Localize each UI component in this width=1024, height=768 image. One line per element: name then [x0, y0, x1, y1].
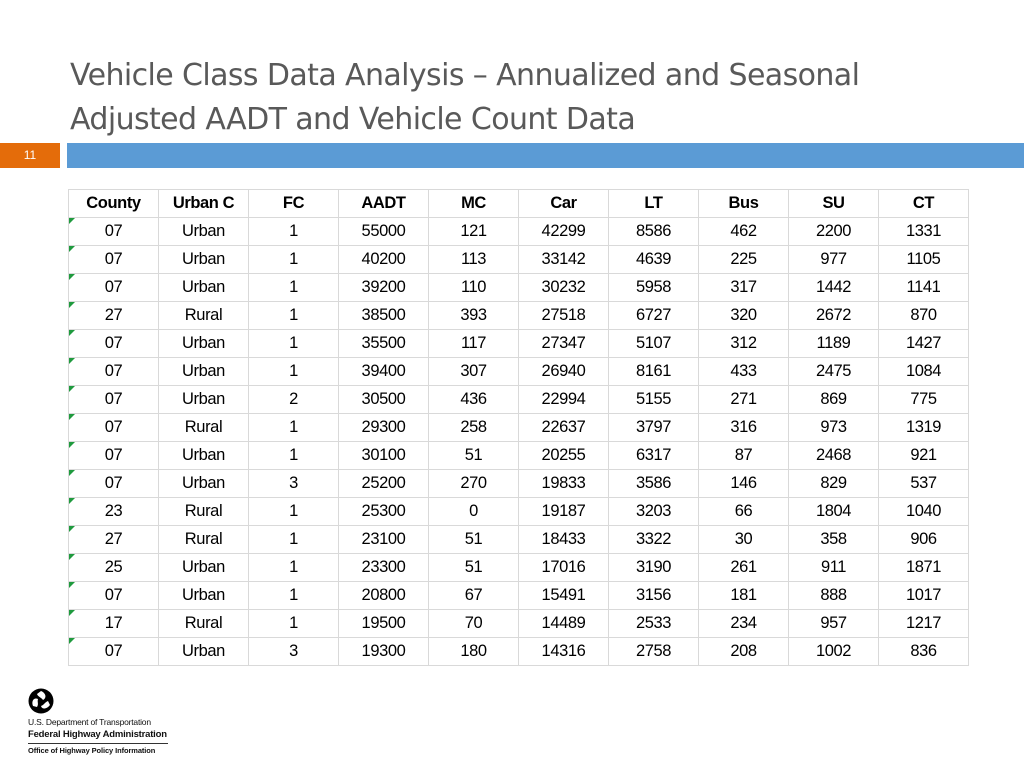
- table-cell: 20800: [339, 582, 429, 610]
- table-cell: 2475: [789, 358, 879, 386]
- table-cell: 67: [429, 582, 519, 610]
- table-cell: 27518: [519, 302, 609, 330]
- table-cell: 1: [249, 526, 339, 554]
- table-cell: 39200: [339, 274, 429, 302]
- slide-title-line-2: Adjusted AADT and Vehicle Count Data: [70, 102, 636, 137]
- table-cell: 1: [249, 442, 339, 470]
- table-cell: 869: [789, 386, 879, 414]
- table-cell: 1: [249, 218, 339, 246]
- table-cell: 1: [249, 330, 339, 358]
- table-header-row: [69, 190, 969, 218]
- table-cell: 320: [699, 302, 789, 330]
- table-cell: 5155: [609, 386, 699, 414]
- table-cell: 1: [249, 302, 339, 330]
- table-cell: 26940: [519, 358, 609, 386]
- column-header: Bus: [699, 190, 789, 218]
- table-row: [69, 246, 969, 274]
- table-cell: 1427: [879, 330, 969, 358]
- table-cell: Rural: [159, 610, 249, 638]
- table-cell: 25: [69, 554, 159, 582]
- usdot-triskelion-icon: [28, 688, 54, 714]
- table-cell: 3: [249, 470, 339, 498]
- table-cell: 2200: [789, 218, 879, 246]
- table-cell: Urban: [159, 582, 249, 610]
- table-cell: 3156: [609, 582, 699, 610]
- table-cell: 1319: [879, 414, 969, 442]
- table-cell: 23100: [339, 526, 429, 554]
- table-cell: 14489: [519, 610, 609, 638]
- table-cell: 1: [249, 582, 339, 610]
- table-cell: 2758: [609, 638, 699, 666]
- table-cell: 208: [699, 638, 789, 666]
- table-cell: 121: [429, 218, 519, 246]
- table-cell: 1217: [879, 610, 969, 638]
- table-row: [69, 442, 969, 470]
- table-cell: 921: [879, 442, 969, 470]
- table-cell: 22637: [519, 414, 609, 442]
- table-cell: 33142: [519, 246, 609, 274]
- logo-divider: [28, 743, 168, 744]
- table-cell: Urban: [159, 386, 249, 414]
- column-header: LT: [609, 190, 699, 218]
- table-cell: Rural: [159, 414, 249, 442]
- table-cell: 23: [69, 498, 159, 526]
- table-cell: 829: [789, 470, 879, 498]
- table-cell: 27: [69, 526, 159, 554]
- table-cell: 3190: [609, 554, 699, 582]
- table-cell: 110: [429, 274, 519, 302]
- table-cell: 1017: [879, 582, 969, 610]
- table-cell: 27: [69, 302, 159, 330]
- table-cell: 5958: [609, 274, 699, 302]
- table-cell: 2672: [789, 302, 879, 330]
- table-cell: 1002: [789, 638, 879, 666]
- table-cell: 436: [429, 386, 519, 414]
- table-cell: 4639: [609, 246, 699, 274]
- table-cell: 6727: [609, 302, 699, 330]
- column-header: FC: [249, 190, 339, 218]
- table-cell: 07: [69, 414, 159, 442]
- table-cell: 07: [69, 330, 159, 358]
- table-cell: Urban: [159, 554, 249, 582]
- table-cell: 358: [789, 526, 879, 554]
- table-cell: 433: [699, 358, 789, 386]
- table-cell: 6317: [609, 442, 699, 470]
- table-cell: 2: [249, 386, 339, 414]
- table-row: [69, 610, 969, 638]
- table-cell: 17016: [519, 554, 609, 582]
- table-cell: Urban: [159, 638, 249, 666]
- table-cell: 270: [429, 470, 519, 498]
- table-cell: Rural: [159, 498, 249, 526]
- vehicle-class-table-container: [68, 189, 969, 666]
- table-cell: 29300: [339, 414, 429, 442]
- table-cell: 2533: [609, 610, 699, 638]
- table-body: [69, 218, 969, 666]
- table-cell: 55000: [339, 218, 429, 246]
- slide-number: 11: [0, 143, 60, 168]
- table-row: [69, 554, 969, 582]
- table-cell: 537: [879, 470, 969, 498]
- table-cell: 117: [429, 330, 519, 358]
- table-cell: 40200: [339, 246, 429, 274]
- table-cell: 25300: [339, 498, 429, 526]
- table-row: [69, 414, 969, 442]
- table-cell: Rural: [159, 526, 249, 554]
- vehicle-class-table: [68, 189, 969, 666]
- table-cell: 5107: [609, 330, 699, 358]
- table-cell: 888: [789, 582, 879, 610]
- table-cell: 957: [789, 610, 879, 638]
- table-cell: 180: [429, 638, 519, 666]
- table-cell: 07: [69, 582, 159, 610]
- table-row: [69, 638, 969, 666]
- column-header: SU: [789, 190, 879, 218]
- table-cell: 19187: [519, 498, 609, 526]
- table-cell: 181: [699, 582, 789, 610]
- column-header: AADT: [339, 190, 429, 218]
- table-cell: 22994: [519, 386, 609, 414]
- table-cell: 977: [789, 246, 879, 274]
- table-cell: 07: [69, 638, 159, 666]
- slide-title-line-1: Vehicle Class Data Analysis – Annualized and Seasonal: [70, 58, 860, 93]
- table-cell: 1804: [789, 498, 879, 526]
- table-cell: 07: [69, 358, 159, 386]
- table-cell: 3203: [609, 498, 699, 526]
- logo-office-text: Office of Highway Policy Information: [28, 746, 156, 755]
- table-cell: 14316: [519, 638, 609, 666]
- table-cell: 973: [789, 414, 879, 442]
- table-cell: 25200: [339, 470, 429, 498]
- table-cell: 23300: [339, 554, 429, 582]
- table-cell: Urban: [159, 218, 249, 246]
- table-cell: 07: [69, 470, 159, 498]
- table-cell: 1189: [789, 330, 879, 358]
- table-cell: Urban: [159, 358, 249, 386]
- table-cell: 07: [69, 218, 159, 246]
- table-cell: 2468: [789, 442, 879, 470]
- table-row: [69, 218, 969, 246]
- table-cell: 07: [69, 246, 159, 274]
- table-cell: Rural: [159, 302, 249, 330]
- table-cell: 35500: [339, 330, 429, 358]
- table-cell: 3: [249, 638, 339, 666]
- table-cell: 775: [879, 386, 969, 414]
- table-cell: 07: [69, 274, 159, 302]
- table-cell: 317: [699, 274, 789, 302]
- table-row: [69, 330, 969, 358]
- column-header: Urban C: [159, 190, 249, 218]
- table-cell: 66: [699, 498, 789, 526]
- table-cell: 836: [879, 638, 969, 666]
- table-cell: 30: [699, 526, 789, 554]
- table-cell: 261: [699, 554, 789, 582]
- table-cell: 51: [429, 526, 519, 554]
- table-cell: 1040: [879, 498, 969, 526]
- table-cell: 271: [699, 386, 789, 414]
- table-cell: 1331: [879, 218, 969, 246]
- table-cell: 19300: [339, 638, 429, 666]
- logo-department-text: U.S. Department of Transportation: [28, 717, 151, 727]
- table-cell: 51: [429, 442, 519, 470]
- table-cell: 42299: [519, 218, 609, 246]
- column-header: County: [69, 190, 159, 218]
- table-cell: 51: [429, 554, 519, 582]
- table-cell: 18433: [519, 526, 609, 554]
- table-cell: 3586: [609, 470, 699, 498]
- table-cell: 1871: [879, 554, 969, 582]
- table-cell: 17: [69, 610, 159, 638]
- table-cell: 3322: [609, 526, 699, 554]
- table-cell: 1: [249, 498, 339, 526]
- table-cell: 0: [429, 498, 519, 526]
- table-cell: Urban: [159, 470, 249, 498]
- table-cell: 07: [69, 442, 159, 470]
- table-row: [69, 498, 969, 526]
- table-cell: 20255: [519, 442, 609, 470]
- table-cell: 1: [249, 246, 339, 274]
- table-cell: 27347: [519, 330, 609, 358]
- table-cell: Urban: [159, 246, 249, 274]
- table-cell: 906: [879, 526, 969, 554]
- table-cell: 07: [69, 386, 159, 414]
- table-row: [69, 470, 969, 498]
- table-cell: 39400: [339, 358, 429, 386]
- column-header: CT: [879, 190, 969, 218]
- table-cell: 8161: [609, 358, 699, 386]
- table-cell: 911: [789, 554, 879, 582]
- table-cell: 3797: [609, 414, 699, 442]
- table-cell: 1: [249, 610, 339, 638]
- logo-agency-text: Federal Highway Administration: [28, 729, 167, 740]
- fhwa-logo: [28, 688, 178, 755]
- column-header: MC: [429, 190, 519, 218]
- accent-bar: [67, 143, 1024, 168]
- table-row: [69, 582, 969, 610]
- table-cell: 1084: [879, 358, 969, 386]
- table-cell: Urban: [159, 442, 249, 470]
- table-cell: 30500: [339, 386, 429, 414]
- table-cell: 225: [699, 246, 789, 274]
- table-cell: 1105: [879, 246, 969, 274]
- table-cell: Urban: [159, 274, 249, 302]
- table-cell: 1141: [879, 274, 969, 302]
- table-row: [69, 386, 969, 414]
- table-cell: 1: [249, 414, 339, 442]
- slide-title: [70, 54, 970, 142]
- table-cell: 38500: [339, 302, 429, 330]
- table-row: [69, 526, 969, 554]
- table-cell: 1: [249, 554, 339, 582]
- table-cell: 30100: [339, 442, 429, 470]
- table-row: [69, 302, 969, 330]
- table-cell: 307: [429, 358, 519, 386]
- table-cell: 19833: [519, 470, 609, 498]
- table-cell: 146: [699, 470, 789, 498]
- table-cell: 8586: [609, 218, 699, 246]
- table-cell: 87: [699, 442, 789, 470]
- table-cell: 258: [429, 414, 519, 442]
- table-cell: 70: [429, 610, 519, 638]
- table-cell: Urban: [159, 330, 249, 358]
- table-cell: 462: [699, 218, 789, 246]
- table-cell: 113: [429, 246, 519, 274]
- table-cell: 1: [249, 274, 339, 302]
- table-row: [69, 358, 969, 386]
- table-cell: 316: [699, 414, 789, 442]
- table-cell: 870: [879, 302, 969, 330]
- column-header: Car: [519, 190, 609, 218]
- table-header: [69, 190, 969, 218]
- table-cell: 30232: [519, 274, 609, 302]
- table-cell: 1442: [789, 274, 879, 302]
- table-cell: 15491: [519, 582, 609, 610]
- table-row: [69, 274, 969, 302]
- table-cell: 312: [699, 330, 789, 358]
- table-cell: 393: [429, 302, 519, 330]
- table-cell: 1: [249, 358, 339, 386]
- table-cell: 234: [699, 610, 789, 638]
- table-cell: 19500: [339, 610, 429, 638]
